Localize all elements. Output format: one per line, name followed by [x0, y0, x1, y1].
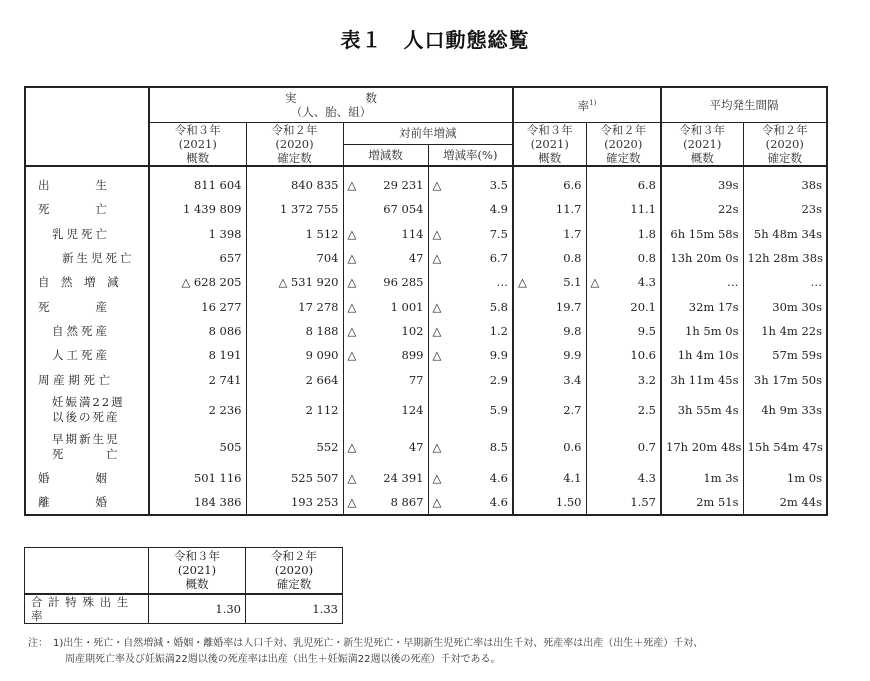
count-2020: △ 531 920: [246, 270, 343, 294]
count-2021: 2 741: [149, 367, 246, 391]
interval-2020: 38s: [743, 166, 827, 197]
count-2020: 1 372 755: [246, 197, 343, 221]
diff-rate: △ 8.5: [428, 429, 513, 466]
rate-2021: 19.7: [513, 294, 586, 318]
diff-count: △ 47: [343, 246, 428, 270]
interval-2021: …: [661, 270, 743, 294]
diff-rate: △ 3.5: [428, 166, 513, 197]
count-2020: 193 253: [246, 490, 343, 515]
row-label: 婚 姻: [25, 466, 149, 490]
header-blank: [25, 87, 149, 166]
count-2021: 8 086: [149, 319, 246, 343]
count-2021: 657: [149, 246, 246, 270]
header-diff-count: 増減数: [343, 144, 428, 166]
row-label: 乳児死亡: [25, 222, 149, 246]
diff-rate: △ 5.8: [428, 294, 513, 318]
diff-count: △ 29 231: [343, 166, 428, 197]
count-2021: 501 116: [149, 466, 246, 490]
rate-2020: 9.5: [586, 319, 661, 343]
count-2020: 17 278: [246, 294, 343, 318]
count-2020: 2 112: [246, 392, 343, 429]
rate-2020: 20.1: [586, 294, 661, 318]
footnote-line-2: 周産期死亡率及び妊娠満22週以後の死産率は出産（出生＋妊娠満22週以後の死産）千対である。: [65, 654, 501, 665]
table-row: [25, 429, 827, 466]
diff-rate: △ 6.7: [428, 246, 513, 270]
diff-rate: △ 7.5: [428, 222, 513, 246]
count-2021: 184 386: [149, 490, 246, 515]
tfr-label: 合 計 特 殊 出 生 率: [25, 594, 149, 624]
interval-2020: 1h 4m 22s: [743, 319, 827, 343]
diff-count: △ 96 285: [343, 270, 428, 294]
diff-count: 67 054: [343, 197, 428, 221]
diff-rate: △ 4.6: [428, 466, 513, 490]
footnote-line-1: 注： 1)出生・死亡・自然増減・婚姻・離婚率は人口千対、乳児死亡・新生児死亡・早期新生児死亡率は出生千対、死産率は出産（出生＋死産）千対、: [28, 638, 704, 649]
diff-count: △ 8 867: [343, 490, 428, 515]
row-label: 自 然 増 減: [25, 270, 149, 294]
interval-2021: 13h 20m 0s: [661, 246, 743, 270]
interval-2021: 39s: [661, 166, 743, 197]
row-label: 妊娠満22週 以後の死産: [25, 392, 149, 429]
table-row: [25, 392, 827, 429]
count-2021: 1 398: [149, 222, 246, 246]
count-2021: 8 191: [149, 343, 246, 367]
tfr-2020: 1.33: [246, 594, 343, 624]
count-2020: 9 090: [246, 343, 343, 367]
count-2021: 811 604: [149, 166, 246, 197]
tfr-2021: 1.30: [149, 594, 246, 624]
tfr-header-blank: [25, 548, 149, 594]
header-2020-interval: 令和２年 (2020) 確定数: [743, 122, 827, 166]
rate-2021: 9.8: [513, 319, 586, 343]
row-label: 死 産: [25, 294, 149, 318]
row-label: 周 産 期 死 亡: [25, 367, 149, 391]
interval-2020: 23s: [743, 197, 827, 221]
rate-2021: 1.7: [513, 222, 586, 246]
interval-2021: 6h 15m 58s: [661, 222, 743, 246]
tfr-header-2020: 令和２年 (2020) 確定数: [246, 548, 343, 594]
header-2021-interval: 令和３年 (2021) 概数: [661, 122, 743, 166]
interval-2021: 1m 3s: [661, 466, 743, 490]
table-row: [25, 197, 827, 221]
diff-rate: △ 9.9: [428, 343, 513, 367]
interval-2020: 12h 28m 38s: [743, 246, 827, 270]
rate-2020: 1.8: [586, 222, 661, 246]
diff-count: △ 47: [343, 429, 428, 466]
row-label: 自然死産: [25, 319, 149, 343]
rate-2021: 3.4: [513, 367, 586, 391]
footnote: [28, 636, 703, 668]
count-2021: 1 439 809: [149, 197, 246, 221]
tfr-table: [24, 547, 343, 624]
count-2020: 1 512: [246, 222, 343, 246]
diff-rate: 2.9: [428, 367, 513, 391]
rate-2020: 2.5: [586, 392, 661, 429]
count-2020: 840 835: [246, 166, 343, 197]
table-row: [25, 246, 827, 270]
count-2021: △ 628 205: [149, 270, 246, 294]
rate-2021: 2.7: [513, 392, 586, 429]
count-2020: 8 188: [246, 319, 343, 343]
interval-2020: …: [743, 270, 827, 294]
interval-2020: 15h 54m 47s: [743, 429, 827, 466]
diff-rate: △ 1.2: [428, 319, 513, 343]
diff-count: 124: [343, 392, 428, 429]
rate-2021: 6.6: [513, 166, 586, 197]
count-2020: 2 664: [246, 367, 343, 391]
row-label: 死 亡: [25, 197, 149, 221]
diff-count: 77: [343, 367, 428, 391]
header-ritsu: 率$^{1)}$: [513, 87, 661, 122]
count-2020: 525 507: [246, 466, 343, 490]
rate-2020: 0.7: [586, 429, 661, 466]
table-row: [25, 466, 827, 490]
interval-2021: 3h 11m 45s: [661, 367, 743, 391]
interval-2020: 3h 17m 50s: [743, 367, 827, 391]
rate-2020: 4.3: [586, 466, 661, 490]
table-row: [25, 270, 827, 294]
diff-count: △ 24 391: [343, 466, 428, 490]
rate-2020: 10.6: [586, 343, 661, 367]
interval-2021: 2m 51s: [661, 490, 743, 515]
diff-rate: …: [428, 270, 513, 294]
table-row: [25, 490, 827, 515]
rate-2021: △ 5.1: [513, 270, 586, 294]
header-2021-rate: 令和３年 (2021) 概数: [513, 122, 586, 166]
diff-rate: 4.9: [428, 197, 513, 221]
diff-count: △ 102: [343, 319, 428, 343]
rate-2021: 0.6: [513, 429, 586, 466]
rate-2021: 0.8: [513, 246, 586, 270]
header-2020-count: 令和２年 (2020) 確定数: [246, 122, 343, 166]
row-label: 出 生: [25, 166, 149, 197]
count-2021: 16 277: [149, 294, 246, 318]
diff-rate: △ 4.6: [428, 490, 513, 515]
interval-2020: 30m 30s: [743, 294, 827, 318]
interval-2020: 5h 48m 34s: [743, 222, 827, 246]
header-jissu: 実 数 （人、胎、組）: [149, 87, 513, 122]
table-row: [25, 319, 827, 343]
page-title: 表１ 人口動態総覧: [340, 28, 530, 52]
rate-2020: △ 4.3: [586, 270, 661, 294]
interval-2021: 22s: [661, 197, 743, 221]
vital-statistics-table: [24, 86, 828, 516]
rate-2020: 3.2: [586, 367, 661, 391]
row-label: 早期新生児 死 亡: [25, 429, 149, 466]
interval-2021: 1h 5m 0s: [661, 319, 743, 343]
count-2021: 2 236: [149, 392, 246, 429]
table-row: [25, 343, 827, 367]
rate-2021: 4.1: [513, 466, 586, 490]
count-2021: 505: [149, 429, 246, 466]
diff-rate: 5.9: [428, 392, 513, 429]
rate-2021: 1.50: [513, 490, 586, 515]
count-2020: 552: [246, 429, 343, 466]
rate-2020: 0.8: [586, 246, 661, 270]
rate-2020: 11.1: [586, 197, 661, 221]
table-row: [25, 294, 827, 318]
header-2021-count: 令和３年 (2021) 概数: [149, 122, 246, 166]
rate-2021: 11.7: [513, 197, 586, 221]
interval-2020: 4h 9m 33s: [743, 392, 827, 429]
header-diff-rate: 増減率(%): [428, 144, 513, 166]
rate-2021: 9.9: [513, 343, 586, 367]
row-label: 新生児死亡: [25, 246, 149, 270]
interval-2020: 2m 44s: [743, 490, 827, 515]
header-interval: 平均発生間隔: [661, 87, 827, 122]
interval-2020: 57m 59s: [743, 343, 827, 367]
rate-2020: 1.57: [586, 490, 661, 515]
header-2020-rate: 令和２年 (2020) 確定数: [586, 122, 661, 166]
table-row: [25, 166, 827, 197]
interval-2021: 1h 4m 10s: [661, 343, 743, 367]
diff-count: △ 114: [343, 222, 428, 246]
diff-count: △ 899: [343, 343, 428, 367]
count-2020: 704: [246, 246, 343, 270]
table-row: [25, 367, 827, 391]
interval-2020: 1m 0s: [743, 466, 827, 490]
interval-2021: 32m 17s: [661, 294, 743, 318]
diff-count: △ 1 001: [343, 294, 428, 318]
tfr-header-2021: 令和３年 (2021) 概数: [149, 548, 246, 594]
interval-2021: 17h 20m 48s: [661, 429, 743, 466]
row-label: 人工死産: [25, 343, 149, 367]
interval-2021: 3h 55m 4s: [661, 392, 743, 429]
header-diff: 対前年増減: [343, 122, 513, 144]
rate-2020: 6.8: [586, 166, 661, 197]
row-label: 離 婚: [25, 490, 149, 515]
table-row: [25, 222, 827, 246]
